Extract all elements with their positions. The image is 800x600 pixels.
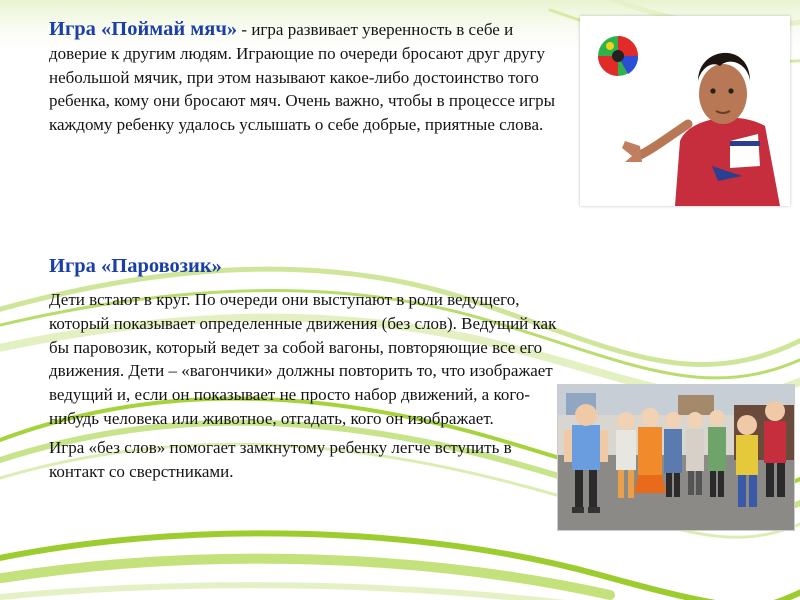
game1-section <box>49 18 557 137</box>
game2-title: Игра «Паровозик» <box>49 255 222 277</box>
game2-section <box>49 252 557 483</box>
game1-text: - игра развивает уверенность в себе и доверие к другим людям. Играющие по очереди бросают друг другу небольшой мячик, при этом называют какое-либо достоинство того ребенка, кому они бросают мяч. Очень важно, чтобы в процессе игры каждому ребенку удалось услышать о себе добрые, приятные слова. <box>49 20 556 135</box>
game1-paragraph <box>49 18 557 137</box>
ball-icon <box>598 36 638 76</box>
children-train-photo <box>557 384 795 531</box>
game2-text1: Дети встают в круг. По очереди они выступают в роли ведущего, который показывает определенные движения (без слов). Ведущий как бы паровозик, который ведет за собой вагоны, повторяющие все его движения. Дети – «вагончики» должны повторить то, что изображает ведущий и, если он показывает не просто набор движений, а кого-нибудь человека или животное, отгадать, кого он изображает. <box>49 290 557 428</box>
boy-with-ball-photo <box>580 16 790 206</box>
game1-title: Игра «Поймай мяч» <box>49 18 238 40</box>
game2-text2: Игра «без слов» помогает замкнутому ребенку легче вступить в контакт со сверстниками. <box>49 437 512 481</box>
